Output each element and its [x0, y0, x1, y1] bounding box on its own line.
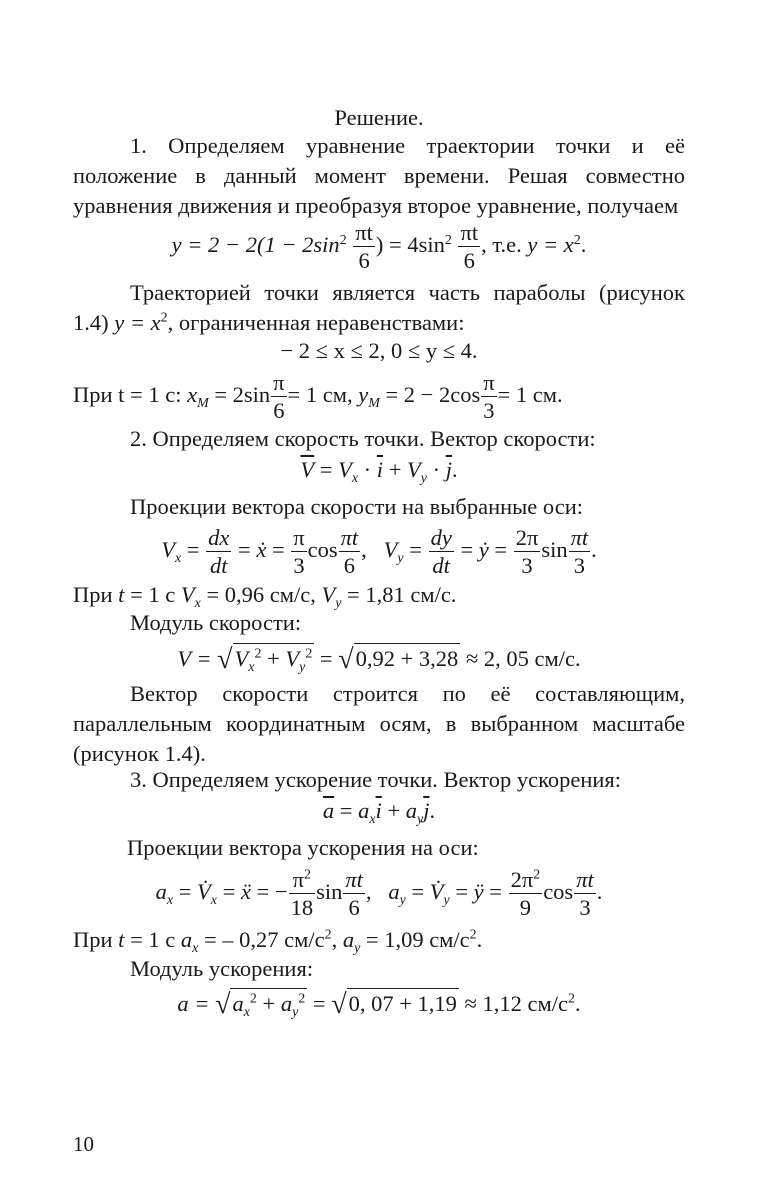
velocity-values: При t = 1 с $V_x = 0,96$ см/с, $V_y = 1,81$ см/с.: [73, 582, 457, 611]
acc-modulus-label: Модуль ускорения:: [130, 956, 314, 981]
inequality: − 2 ≤ x ≤ 2, 0 ≤ y ≤ 4.: [280, 338, 478, 363]
frac-pit-6b: $\frac{\pi t}{6}$: [460, 220, 479, 273]
equation-trajectory: $y = 2 - 2(1 - 2\sin^2$ $\frac{\pi t}{6}$ ) = $4\sin^2$ $\frac{\pi t}{6}$ , т.е. $y = x^2$.: [171, 220, 587, 273]
page-number: 10: [73, 1132, 94, 1156]
eq1-c: , т.е.: [481, 232, 522, 258]
acceleration-vector: $\overline{a} = a_x\overline{i} + a_y\overline{j}$.: [322, 798, 436, 827]
paragraph-2: Траекторией точки является часть параболы (рисунок 1.4) $y = x^2$, ограниченная неравенствами:: [73, 280, 685, 335]
paragraph-acc-projections: Проекции вектора ускорения на оси:: [127, 835, 479, 860]
eq1-d: y = x: [527, 232, 574, 258]
section-heading: Решение.: [334, 105, 424, 130]
paragraph-1: 1. Определяем уравнение траектории точки и её положение в данный момент времени. Решая совместно уравнения движения и преобразуя второе уравнение, получаем: [73, 133, 685, 218]
paragraph-acceleration: 3. Определяем ускорение точки. Вектор ускорения:: [130, 767, 622, 792]
paragraph-projections: Проекции вектора скорости на выбранные оси:: [130, 494, 583, 519]
paragraph-velocity-build: Вектор скорости строится по её составляющим, параллельным координатным осям, в выбранном масштабе (рисунок 1.4).: [73, 681, 685, 766]
speed-formula: $V = √V_x^2 + V_y^2 = √0,92 + 3,28 \approx 2$, 05 см/с.: [177, 644, 581, 675]
paragraph-velocity: 2. Определяем скорость точки. Вектор скорости:: [130, 426, 596, 451]
acceleration-projections: $a_x$ = $V̇_x$ = ẍ = − $\frac{\pi^2}{18}$ sin $\frac{\pi t}{6}$ , $a_y$ = $V̇_y$ = ÿ = $\frac{2\pi^2}{9}$ cos $\frac{\pi t}{3}$ .: [155, 867, 603, 920]
position-at-t1: При t = 1 с: $x_M = 2\sin$ $\frac{\pi}{6}$ = 1 см, $y_M = 2 - 2\cos$ $\frac{\pi}{3}$ = 1 см.: [73, 370, 563, 423]
frac-pit-6: $\frac{\pi t}{6}$: [355, 220, 373, 273]
velocity-vector: $\overline{V} = V_x \cdot \overline{i} + V_y \cdot \overline{j}$.: [300, 457, 458, 486]
acceleration-values: При t = 1 с $a_x$ = – 0,27 $см/с^2$, $a_y = 1,09$ $см/с^2$.: [73, 927, 483, 956]
eq1-a: y = 2 − 2(1 − 2sin: [171, 232, 340, 258]
eq1-b: ) = 4sin: [375, 232, 445, 258]
acc-modulus-formula: $a = √a_x^2 + a_y^2 = √0$, 07 + 1,19 ≈ 1,12 $см/с^2$.: [177, 989, 581, 1020]
velocity-projections: $V_x$ = $\frac{dx}{dt}$ = ẋ = $\frac{\pi}{3}$ cos $\frac{\pi t}{6}$ , $V_y$ = $\frac{dy}{dt}$ = ẏ = $\frac{2\pi}{3}$ sin $\frac{\pi t}{3}$ .: [161, 525, 597, 578]
speed-label: Модуль скорости:: [130, 610, 302, 635]
